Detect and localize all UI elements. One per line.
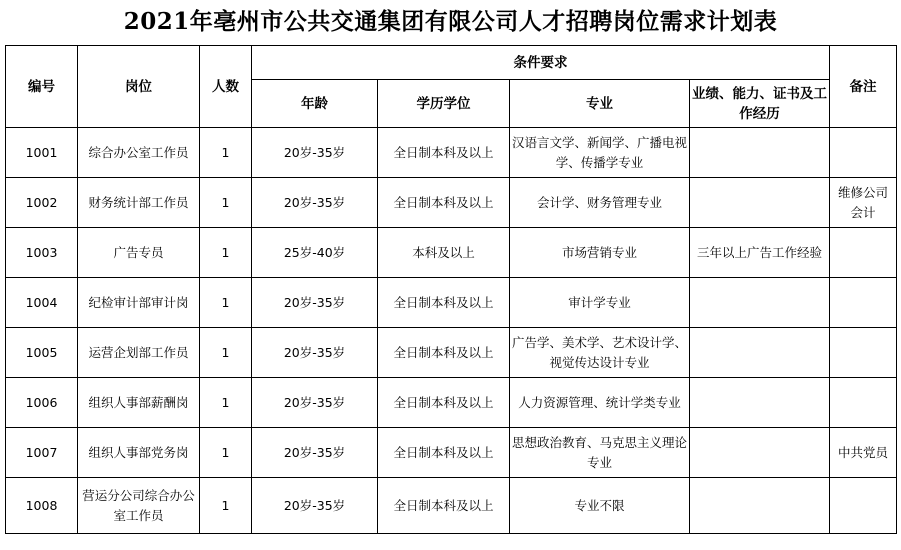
cell-education: 全日制本科及以上	[378, 278, 510, 328]
cell-count: 1	[200, 328, 252, 378]
cell-education: 全日制本科及以上	[378, 328, 510, 378]
table-row	[6, 428, 897, 478]
cell-position: 营运分公司综合办公室工作员	[78, 478, 200, 534]
cell-age: 20岁-35岁	[252, 128, 378, 178]
cell-remarks	[830, 228, 897, 278]
cell-experience	[690, 378, 830, 428]
cell-code: 1007	[6, 428, 78, 478]
cell-education: 全日制本科及以上	[378, 378, 510, 428]
cell-major: 审计学专业	[510, 278, 690, 328]
cell-remarks	[830, 128, 897, 178]
cell-education: 全日制本科及以上	[378, 478, 510, 534]
header-remarks: 备注	[830, 46, 897, 128]
header-age: 年龄	[252, 80, 378, 128]
cell-experience	[690, 428, 830, 478]
cell-position: 纪检审计部审计岗	[78, 278, 200, 328]
cell-remarks	[830, 478, 897, 534]
table-row	[6, 128, 897, 178]
cell-position: 广告专员	[78, 228, 200, 278]
cell-remarks: 中共党员	[830, 428, 897, 478]
cell-age: 20岁-35岁	[252, 278, 378, 328]
cell-position: 综合办公室工作员	[78, 128, 200, 178]
cell-major: 思想政治教育、马克思主义理论专业	[510, 428, 690, 478]
cell-count: 1	[200, 278, 252, 328]
cell-experience	[690, 328, 830, 378]
cell-position: 运营企划部工作员	[78, 328, 200, 378]
cell-experience	[690, 178, 830, 228]
cell-experience	[690, 278, 830, 328]
cell-remarks: 维修公司会计	[830, 178, 897, 228]
cell-count: 1	[200, 178, 252, 228]
header-code: 编号	[6, 46, 78, 128]
cell-experience	[690, 478, 830, 534]
cell-count: 1	[200, 478, 252, 534]
cell-code: 1004	[6, 278, 78, 328]
page-title: 2021年亳州市公共交通集团有限公司人才招聘岗位需求计划表	[123, 8, 778, 35]
cell-education: 本科及以上	[378, 228, 510, 278]
cell-code: 1003	[6, 228, 78, 278]
cell-position: 组织人事部党务岗	[78, 428, 200, 478]
table-row	[6, 328, 897, 378]
table-row	[6, 178, 897, 228]
recruitment-table	[5, 45, 897, 534]
cell-age: 25岁-40岁	[252, 228, 378, 278]
table-row	[6, 228, 897, 278]
cell-age: 20岁-35岁	[252, 378, 378, 428]
cell-code: 1002	[6, 178, 78, 228]
cell-remarks	[830, 328, 897, 378]
cell-major: 专业不限	[510, 478, 690, 534]
header-conditions: 条件要求	[252, 46, 830, 80]
cell-remarks	[830, 278, 897, 328]
cell-age: 20岁-35岁	[252, 478, 378, 534]
cell-count: 1	[200, 378, 252, 428]
cell-age: 20岁-35岁	[252, 178, 378, 228]
cell-experience: 三年以上广告工作经验	[690, 228, 830, 278]
header-education: 学历学位	[378, 80, 510, 128]
cell-age: 20岁-35岁	[252, 428, 378, 478]
cell-education: 全日制本科及以上	[378, 428, 510, 478]
cell-major: 广告学、美术学、艺术设计学、视觉传达设计专业	[510, 328, 690, 378]
header-count: 人数	[200, 46, 252, 128]
cell-major: 市场营销专业	[510, 228, 690, 278]
cell-code: 1005	[6, 328, 78, 378]
cell-position: 财务统计部工作员	[78, 178, 200, 228]
cell-education: 全日制本科及以上	[378, 128, 510, 178]
cell-count: 1	[200, 228, 252, 278]
cell-count: 1	[200, 128, 252, 178]
cell-code: 1001	[6, 128, 78, 178]
cell-education: 全日制本科及以上	[378, 178, 510, 228]
table-row	[6, 378, 897, 428]
header-major: 专业	[510, 80, 690, 128]
cell-position: 组织人事部薪酬岗	[78, 378, 200, 428]
table-row	[6, 278, 897, 328]
cell-count: 1	[200, 428, 252, 478]
cell-remarks	[830, 378, 897, 428]
cell-major: 汉语言文学、新闻学、广播电视学、传播学专业	[510, 128, 690, 178]
cell-code: 1008	[6, 478, 78, 534]
cell-experience	[690, 128, 830, 178]
header-position: 岗位	[78, 46, 200, 128]
cell-age: 20岁-35岁	[252, 328, 378, 378]
cell-major: 人力资源管理、统计学类专业	[510, 378, 690, 428]
header-experience: 业绩、能力、证书及工作经历	[690, 80, 830, 128]
table-row	[6, 478, 897, 534]
cell-major: 会计学、财务管理专业	[510, 178, 690, 228]
cell-code: 1006	[6, 378, 78, 428]
